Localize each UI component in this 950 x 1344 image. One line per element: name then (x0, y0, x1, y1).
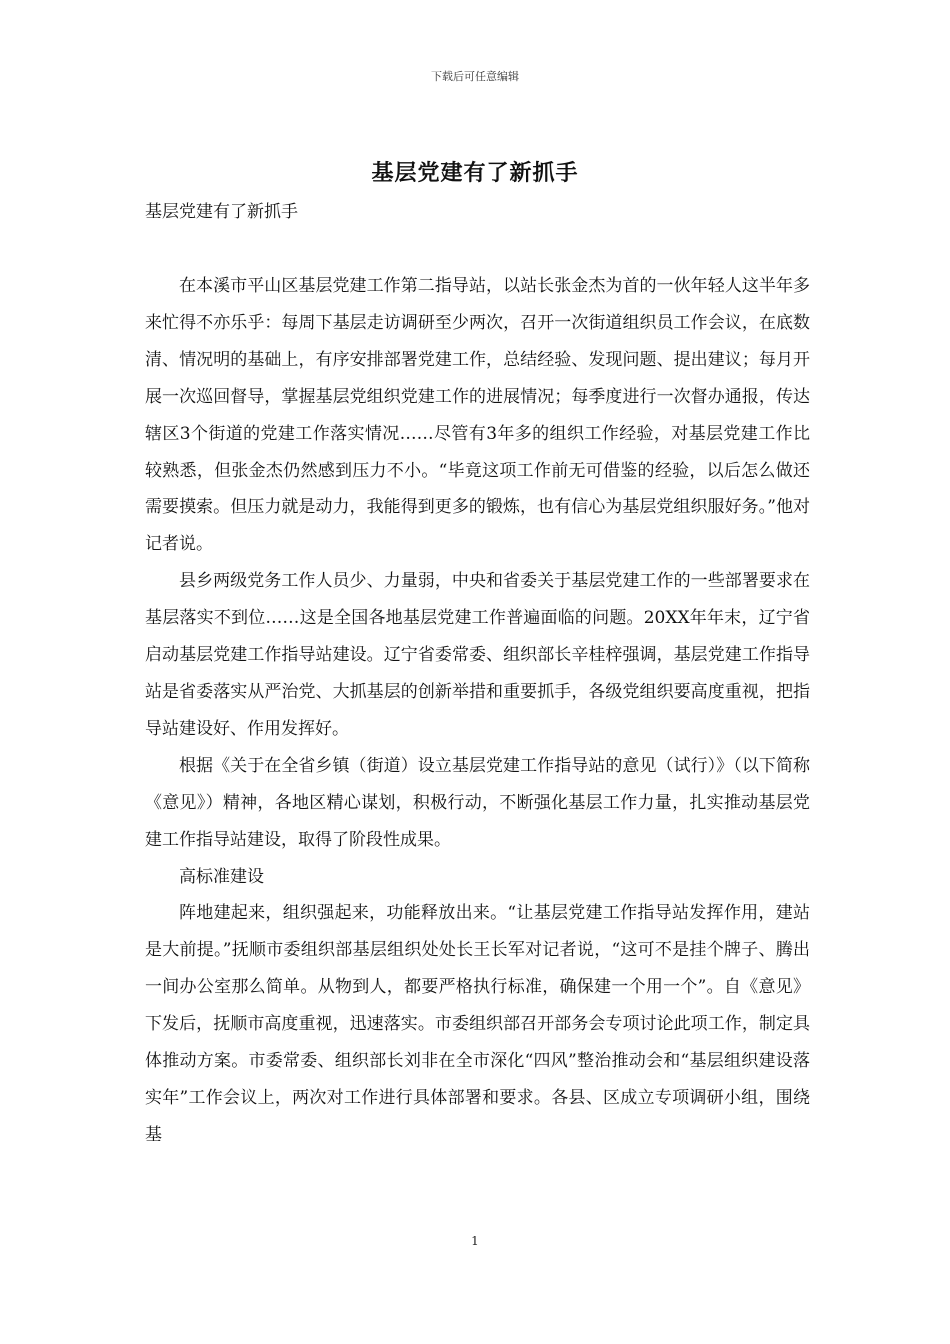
page-number: 1 (471, 1234, 479, 1248)
document-subtitle: 基层党建有了新抓手 (145, 202, 298, 222)
paragraph-3: 根据《关于在全省乡镇（街道）设立基层党建工作指导站的意见（试行）》（以下简称《意见》）精神，各地区精心谋划，积极行动，不断强化基层工作力量，扎实推动基层党建工作指导站建设，取得了阶段性成果。 (145, 755, 810, 850)
document-body (145, 268, 810, 1154)
section-heading: 高标准建设 (179, 866, 264, 887)
document-title: 基层党建有了新抓手 (371, 160, 579, 186)
paragraph-1: 在本溪市平山区基层党建工作第二指导站，以站长张金杰为首的一伙年轻人这半年多来忙得不亦乐乎：每周下基层走访调研至少两次，召开一次街道组织员工作会议，在底数清、情况明的基础上，有序安排部署党建工作，总结经验、发现问题、提出建议；每月开展一次巡回督导，掌握基层党组织党建工作的进展情况；每季度进行一次督办通报，传达辖区3个街道的党建工作落实情况……尽管有3年多的组织工作经验，对基层党建工作比较熟悉，但张金杰仍然感到压力不小。“毕竟这项工作前无可借鉴的经验，以后怎么做还需要摸索。但压力就是动力，我能得到更多的锻炼，也有信心为基层党组织服好务。”他对记者说。 (145, 276, 810, 555)
header-note: 下载后可任意编辑 (431, 70, 519, 83)
paragraph-2: 县乡两级党务工作人员少、力量弱，中央和省委关于基层党建工作的一些部署要求在基层落实不到位……这是全国各地基层党建工作普遍面临的问题。20XX年年末，辽宁省启动基层党建工作指导站建设。辽宁省委常委、组织部长辛桂梓强调，基层党建工作指导站是省委落实从严治党、大抓基层的创新举措和重要抓手，各级党组织要高度重视，把指导站建设好、作用发挥好。 (145, 571, 810, 739)
paragraph-4: 阵地建起来，组织强起来，功能释放出来。“让基层党建工作指导站发挥作用，建站是大前提。”抚顺市委组织部基层组织处处长王长军对记者说，“这可不是挂个牌子、腾出一间办公室那么简单。从物到人，都要严格执行标准，确保建一个用一个”。自《意见》下发后，抚顺市高度重视，迅速落实。市委组织部召开部务会专项讨论此项工作，制定具体推动方案。市委常委、组织部长刘非在全市深化“四风”整治推动会和“基层组织建设落实年”工作会议上，两次对工作进行具体部署和要求。各县、区成立专项调研小组，围绕基 (145, 903, 810, 1145)
